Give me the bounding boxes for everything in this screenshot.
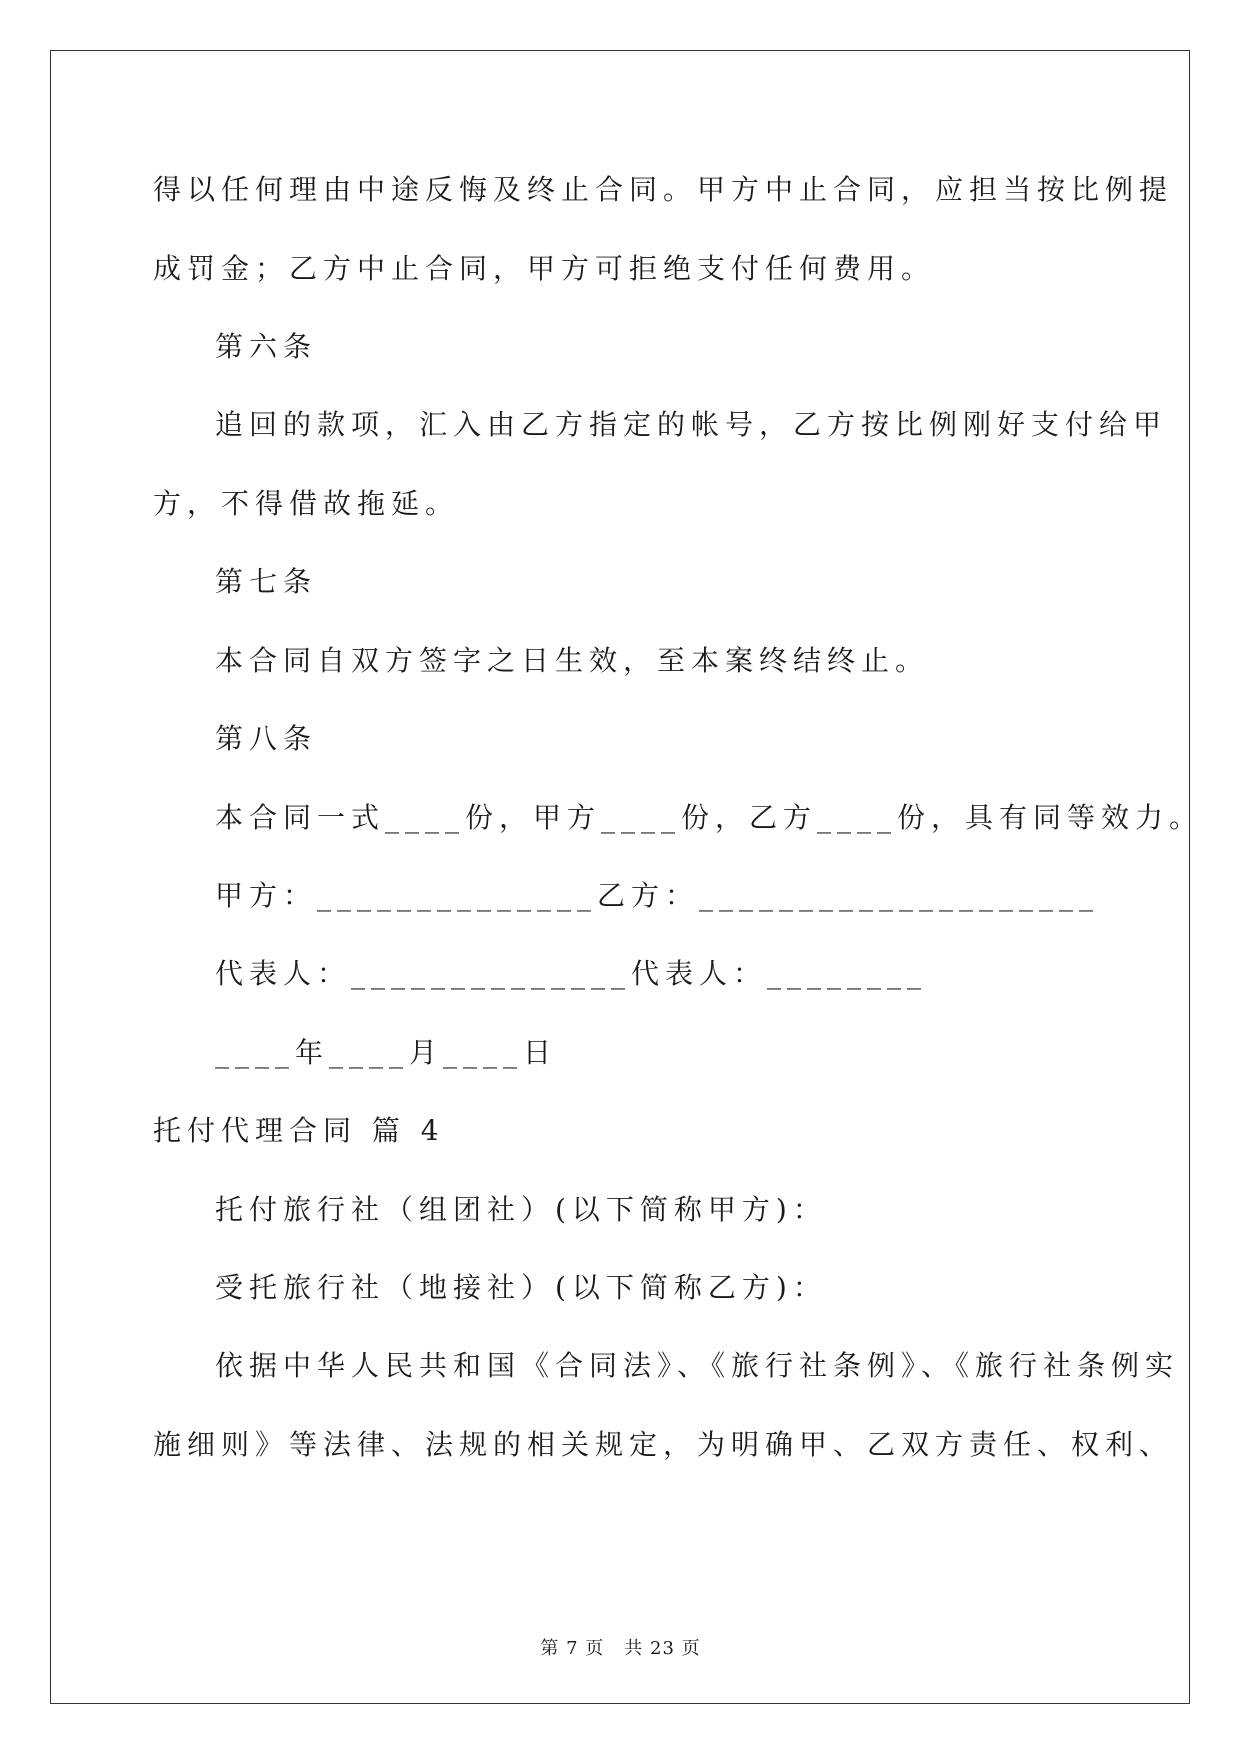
signature-line-representative: 代表人：______________代表人：________ (215, 957, 928, 990)
body-text-line: 追回的款项，汇入由乙方指定的帐号，乙方按比例刚好支付给甲 (215, 408, 1168, 441)
page-footer (0, 1637, 1241, 1661)
article-heading: 第八条 (215, 722, 318, 755)
date-line: ____年____月____日 (215, 1036, 558, 1069)
party-b-line: 受托旅行社（地接社）(以下简称乙方)： (215, 1271, 827, 1304)
signature-line-party: 甲方：______________乙方：____________________ (215, 879, 1100, 912)
article-heading: 第六条 (215, 330, 318, 363)
body-text-line: 依据中华人民共和国《合同法》、《旅行社条例》、《旅行社条例实 (215, 1349, 1180, 1382)
article-heading: 第七条 (215, 565, 318, 598)
body-text-line: 施细则》等法律、法规的相关规定，为明确甲、乙双方责任、权利、 (153, 1428, 1174, 1461)
body-text-line: 得以任何理由中途反悔及终止合同。甲方中止合同，应担当按比例提 (153, 173, 1174, 206)
page-number: 第 7 页 (540, 1638, 605, 1659)
body-text-line: 方，不得借故拖延。 (153, 487, 460, 520)
body-text-line: 成罚金；乙方中止合同，甲方可拒绝支付任何费用。 (153, 252, 936, 285)
body-text-line: 本合同自双方签字之日生效，至本案终结终止。 (215, 644, 930, 677)
section-title: 托付代理合同 篇 4 (153, 1114, 445, 1147)
party-a-line: 托付旅行社（组团社）(以下简称甲方)： (215, 1193, 827, 1226)
total-pages: 共 23 页 (624, 1638, 701, 1659)
body-text-line: 本合同一式____份，甲方____份，乙方____份，具有同等效力。 (215, 801, 1204, 834)
